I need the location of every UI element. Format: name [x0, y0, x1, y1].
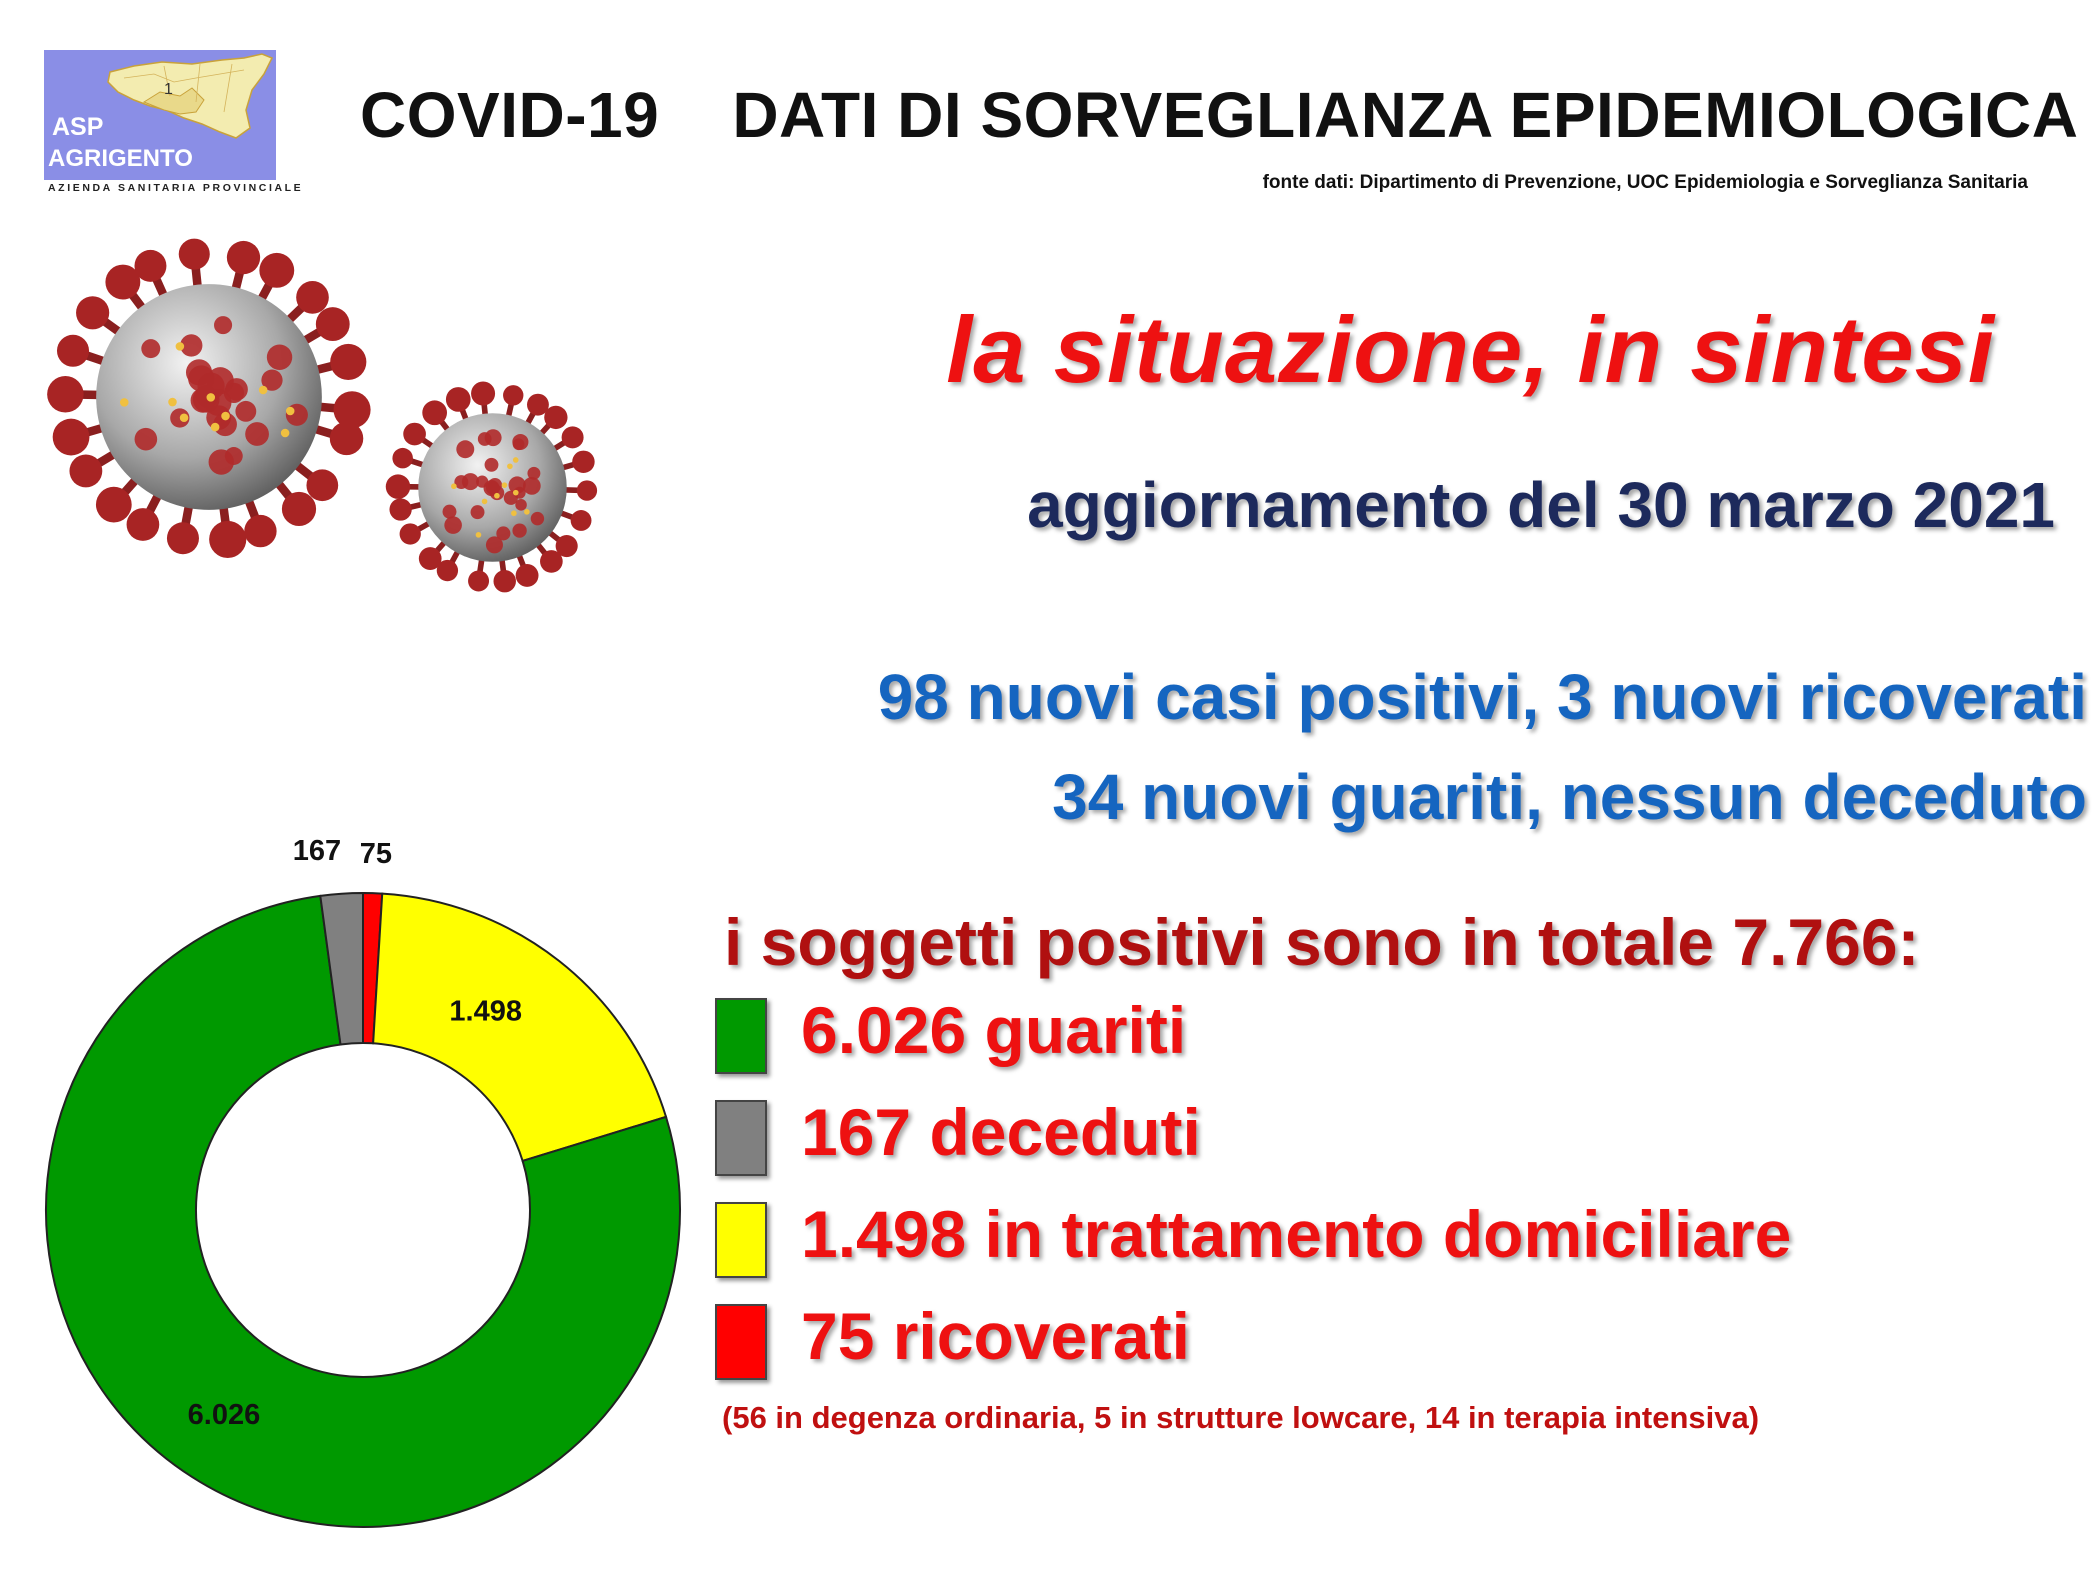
logo-tagline: AZIENDA SANITARIA PROVINCIALE [48, 182, 304, 194]
summary-headline: la situazione, in sintesi [946, 297, 1995, 402]
coronavirus-icon [38, 226, 380, 568]
donut-label-ricoverati: 75 [359, 838, 392, 871]
coronavirus-small-icon [380, 375, 605, 600]
donut-chart [0, 820, 720, 1575]
update-date: aggiornamento del 30 marzo 2021 [1027, 469, 2055, 541]
legend-swatch-deceduti [715, 1100, 767, 1176]
legend-swatch-guariti [715, 998, 767, 1074]
legend-label-domiciliare: 1.498 in trattamento domiciliare [801, 1197, 1792, 1271]
hospitalization-detail-note: (56 in degenza ordinaria, 5 in strutture lowcare, 14 in terapia intensiva) [722, 1400, 1760, 1435]
legend-label-deceduti: 167 deceduti [801, 1095, 1201, 1169]
legend-swatch-domiciliare [715, 1202, 767, 1278]
donut-label-guariti: 6.026 [187, 1398, 261, 1431]
daily-news-line-2: 34 nuovi guariti, nessun deceduto [1052, 761, 2087, 833]
donut-label-in-trattamento-domiciliare: 1.498 [449, 995, 522, 1028]
data-source: fonte dati: Dipartimento di Prevenzione, UOC Epidemiologia e Sorveglianza Sanitaria [1262, 172, 2028, 193]
daily-news-line-1: 98 nuovi casi positivi, 3 nuovi ricoverati [877, 661, 2087, 733]
logo-line2: AGRIGENTO [48, 145, 193, 172]
legend-label-guariti: 6.026 guariti [801, 993, 1187, 1067]
legend-swatch-ricoverati [715, 1304, 767, 1380]
legend-label-ricoverati: 75 ricoverati [801, 1299, 1190, 1373]
sicily-map-icon [104, 52, 276, 144]
asp-agrigento-logo [44, 50, 304, 200]
donut-label-deceduti: 167 [292, 834, 342, 867]
page-title: COVID-19 DATI DI SORVEGLIANZA EPIDEMIOLOGICA [360, 79, 2079, 151]
total-positives: i soggetti positivi sono in totale 7.766: [724, 905, 1920, 979]
logo-line1: ASP [52, 113, 104, 141]
map-marker-label: 1 [164, 81, 173, 98]
